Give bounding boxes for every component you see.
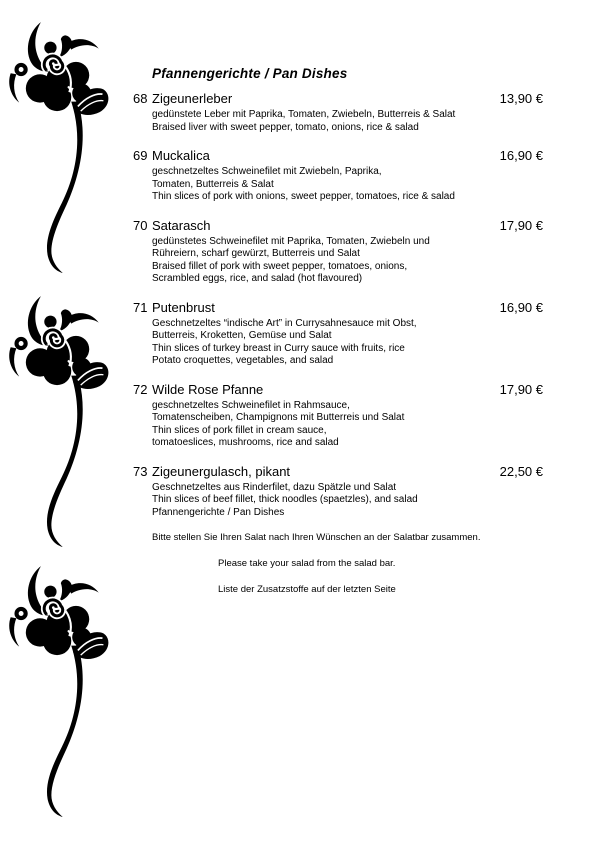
- item-description-line: gedünstetes Schweinefilet mit Paprika, Tomaten, Zwiebeln und: [152, 235, 430, 247]
- item-price: 16,90 €: [499, 148, 543, 163]
- item-number: 68: [133, 91, 148, 106]
- item-description: [152, 482, 543, 520]
- salad-bar-note-english: Please take your salad from the salad bar.: [218, 558, 396, 569]
- item-number: 69: [133, 148, 148, 163]
- item-description-line: Thin slices of pork with onions, sweet pepper, tomatoes, rice & salad: [152, 191, 455, 202]
- item-name: Satarasch: [152, 217, 211, 233]
- item-description-line: Potato croquettes, vegetables, and salad: [152, 355, 334, 366]
- item-description-line: Thin slices of pork fillet in cream sauce,: [152, 424, 327, 436]
- item-description-line: Scrambled eggs, rice, and salad (hot flavoured): [152, 273, 363, 284]
- menu-item-header: [133, 91, 543, 107]
- item-description: [152, 166, 543, 204]
- flower-ornament-icon: [5, 292, 111, 554]
- item-name: Zigeunergulasch, pikant: [152, 463, 291, 479]
- item-price: 16,90 €: [499, 299, 543, 315]
- item-name: Muckalica: [152, 148, 210, 163]
- item-price: 17,90 €: [499, 217, 543, 233]
- menu-item-header: [133, 300, 543, 316]
- additives-note: Liste der Zusatzstoffe auf der letzten Seite: [218, 584, 396, 595]
- item-description-line: Pfannengerichte / Pan Dishes: [152, 506, 285, 518]
- item-description-line: Thin slices of beef fillet, thick noodles (spaetzles), and salad: [152, 494, 418, 505]
- menu-items: [133, 91, 543, 533]
- item-description-line: tomatoeslices, mushrooms, rice and salad: [152, 437, 339, 448]
- item-description-line: Thin slices of turkey breast in Curry sauce with fruits, rice: [152, 342, 405, 354]
- salad-bar-note-german: Bitte stellen Sie Ihren Salat nach Ihren Wünschen an der Salatbar zusammen.: [152, 532, 481, 543]
- footer-notes: [152, 525, 552, 603]
- item-description-line: gedünstete Leber mit Paprika, Tomaten, Zwiebeln, Butterreis & Salat: [152, 109, 456, 120]
- item-description-line: Geschnetzeltes aus Rinderfilet, dazu Spätzle und Salat: [152, 481, 397, 493]
- menu-item-header: [133, 218, 543, 234]
- flower-ornament-icon: [5, 562, 111, 824]
- item-name: Putenbrust: [152, 299, 215, 315]
- flower-ornament-icon: [5, 18, 111, 280]
- item-number: 73: [133, 463, 148, 479]
- item-price: 13,90 €: [499, 91, 543, 106]
- item-description-line: Geschnetzeltes “indische Art” in Currysahnesauce mit Obst,: [152, 317, 417, 329]
- item-description-line: Braised liver with sweet pepper, tomato, onions, rice & salad: [152, 121, 419, 133]
- item-number: 71: [133, 299, 148, 315]
- menu-item: [133, 382, 543, 450]
- menu-item-header: [133, 148, 543, 164]
- item-name: Zigeunerleber: [152, 91, 233, 106]
- item-number: 72: [133, 381, 148, 397]
- item-price: 22,50 €: [499, 463, 543, 479]
- item-description-line: Butterreis, Kroketten, Gemüse und Salat: [152, 330, 332, 341]
- item-description: [152, 400, 543, 450]
- item-description-line: Braised fillet of pork with sweet pepper, tomatoes, onions,: [152, 260, 408, 272]
- item-description: [152, 109, 543, 134]
- item-description: [152, 236, 543, 286]
- item-name: Wilde Rose Pfanne: [152, 381, 264, 397]
- item-description-line: Tomaten, Butterreis & Salat: [152, 178, 274, 190]
- item-description-line: Tomatenscheiben, Champignons mit Butterreis und Salat: [152, 412, 405, 423]
- item-description-line: geschnetzeltes Schweinefilet mit Zwiebeln, Paprika,: [152, 166, 382, 177]
- menu-item-header: [133, 382, 543, 398]
- menu-item-header: [133, 464, 543, 480]
- item-number: 70: [133, 217, 148, 233]
- menu-item: [133, 300, 543, 368]
- item-price: 17,90 €: [499, 381, 543, 397]
- menu-item: [133, 91, 543, 134]
- page-title: Pfannengerichte / Pan Dishes: [152, 66, 348, 81]
- menu-item: [133, 464, 543, 520]
- item-description: [152, 318, 543, 368]
- item-description-line: geschnetzeltes Schweinefilet in Rahmsauce,: [152, 399, 350, 411]
- menu-item: [133, 148, 543, 204]
- item-description-line: Rühreiern, scharf gewürzt, Butterreis und Salat: [152, 248, 360, 259]
- menu-item: [133, 218, 543, 286]
